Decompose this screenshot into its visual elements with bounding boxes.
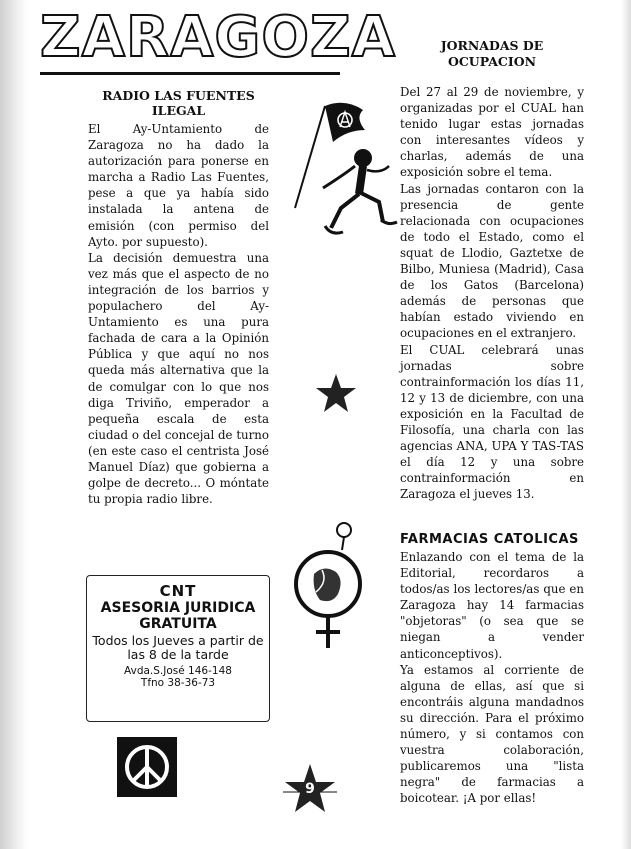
- jornadas-paragraph-1: Del 27 al 29 de noviembre, y organizadas por el CUAL han tenido lugar estas jornadas con interesantes vídeos y charlas, además de una exposición sobre el tema.: [400, 85, 584, 180]
- anarchist-flag-runner-illustration: [285, 96, 405, 246]
- radio-paragraph-2: La decisión demuestra una vez más que el aspecto de no integración de los barrios y populachero del Ay-Untamiento es una pura fachada de cara a la Opinión Pública y que aquí no nos queda más alternativa que la de comulgar con lo que nos diga Triviño, emperador a pequeña escala de esta ciudad o del concejal de turno (en este caso el centrista José Manuel Díaz) que gobierna a golpe de decreto... O móntate tu propia radio libre.: [88, 250, 269, 507]
- cnt-box-line3: GRATUITA: [139, 616, 217, 632]
- star-icon: [314, 372, 358, 416]
- radio-article: [88, 88, 269, 507]
- cnt-legal-advice-box: [86, 575, 270, 722]
- cnt-box-line1: CNT: [159, 582, 197, 600]
- page-number-star: [283, 762, 337, 816]
- peace-sign-icon: [117, 737, 177, 797]
- jornadas-article: [400, 84, 584, 502]
- page-edge-shadow: [621, 0, 631, 849]
- radio-heading: RADIO LAS FUENTES ILEGAL: [102, 88, 255, 118]
- farmacias-article: [400, 549, 584, 807]
- masthead-title: ZARAGOZA: [40, 5, 396, 70]
- radio-paragraph-1: El Ay-Untamiento de Zaragoza no ha dado la autorización para ponerse en marcha a Radio Las Fuentes, pese a que ya había sido instalada la antena de emisión (con permiso del Ayto. por supuesto).: [88, 122, 269, 249]
- cnt-box-phone: Tfno 38-36-73: [140, 677, 216, 689]
- farmacias-paragraph-1: Enlazando con el tema de la Editorial, recordaros a todos/as los lectores/as que en Zaragoza hay 14 farmacias "objetoras" (o sea que se niegan a vender anticonceptivos).: [400, 550, 584, 661]
- jornadas-heading: JORNADAS DE OCUPACION: [440, 38, 544, 69]
- page-binding-shadow: [0, 0, 28, 849]
- page-number: 9: [305, 781, 315, 797]
- feminist-symbol-illustration: [288, 520, 374, 652]
- cnt-box-line4: Todos los Jueves a partir de las 8 de la tarde: [92, 633, 264, 662]
- masthead: [40, 5, 396, 75]
- cnt-box-line2: ASESORIA JURIDICA: [100, 600, 256, 616]
- jornadas-paragraph-2: Las jornadas contaron con la presencia de gente relacionada con ocupaciones de todo el Estado, como el squat de Llodio, Gaztetxe de Bilbo, Muniesa (Madrid), Casa de los Gatos (Barcelona) además de personas que habían estado viviendo en ocupaciones en el extranjero.: [400, 181, 584, 341]
- jornadas-paragraph-3: El CUAL celebrará unas jornadas sobre contrainformación los días 11, 12 y 13 de diciembre, con una exposición en la Facultad de Filosofía, una charla con las agencias ANA, UPA Y TAS-TAS el día 12 y una sobre contrainformación en Zaragoza el jueves 13.: [400, 342, 584, 502]
- cnt-box-address: Avda.S.José 146-148: [124, 665, 232, 677]
- farmacias-heading: FARMACIAS CATOLICAS: [400, 532, 579, 547]
- farmacias-paragraph-2: Ya estamos al corriente de alguna de ellas, así que si encontráis alguna mandadnos su dirección. Para el próximo número, y si contamos con vuestra colaboración, publicaremos una "lista negra" de farmacias a boicotear. ¡A por ellas!: [400, 662, 584, 806]
